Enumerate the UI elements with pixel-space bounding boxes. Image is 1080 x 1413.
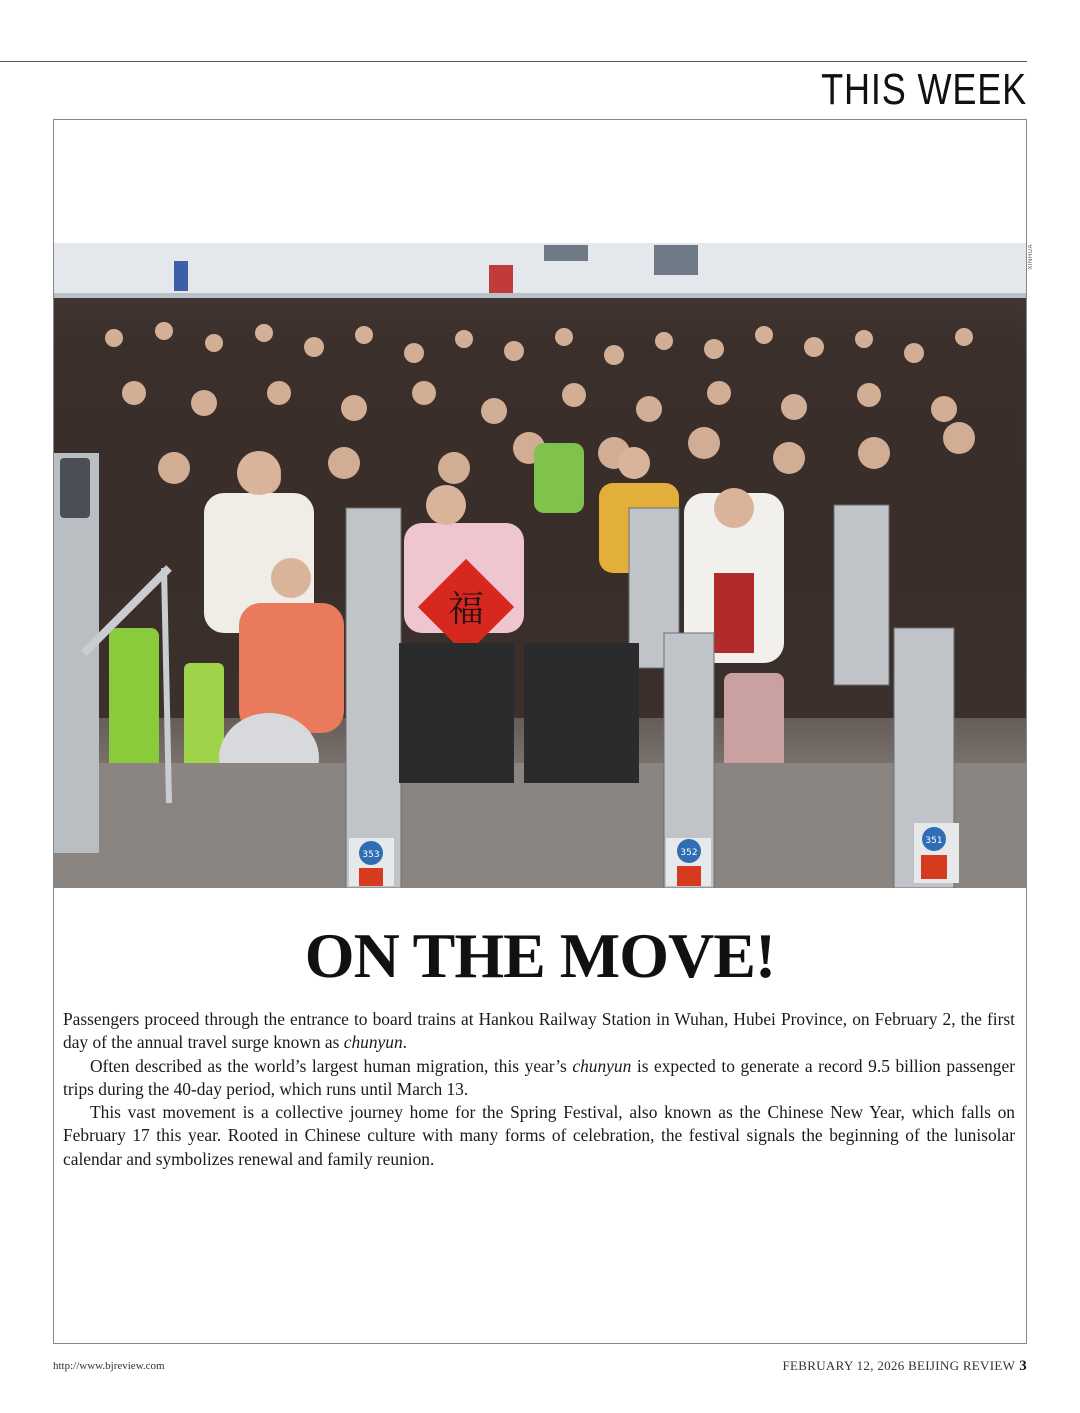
gate-number-353: 353 bbox=[362, 850, 380, 860]
footer-issue bbox=[783, 1358, 1027, 1375]
paragraph-2-end: is expected to generate a record 9.5 billion passenger trips during the 40-day period, which runs until March 13. bbox=[63, 1055, 1015, 1099]
page-number: 3 bbox=[1019, 1358, 1027, 1374]
top-rule bbox=[0, 61, 1027, 62]
photo-illustration bbox=[54, 243, 1026, 888]
paragraph-1-text: Passengers proceed through the entrance to board trains at Hankou Railway Station in Wuhan, Hubei Province, on February 2, the first day of the annual travel surge known as bbox=[63, 1009, 1015, 1053]
station-display bbox=[654, 245, 698, 275]
gate-number-351: 351 bbox=[925, 836, 943, 846]
paragraph-2 bbox=[63, 1055, 1015, 1102]
green-bag bbox=[534, 443, 584, 513]
station-display bbox=[544, 245, 588, 261]
term-chunyun: chunyun bbox=[343, 1032, 403, 1053]
article-body bbox=[63, 1008, 1015, 1171]
news-photo bbox=[54, 243, 1026, 888]
term-chunyun: chunyun bbox=[572, 1055, 632, 1076]
station-sign-red bbox=[489, 265, 513, 293]
photo-credit: XINHUA bbox=[1028, 244, 1034, 270]
footer-url[interactable]: http://www.bjreview.com bbox=[53, 1360, 165, 1372]
headline: ON THE MOVE! bbox=[304, 920, 776, 991]
paragraph-1 bbox=[63, 1008, 1015, 1055]
issue-date: FEBRUARY 12, 2026 BEIJING REVIEW bbox=[782, 1358, 1016, 1373]
paragraph-2-text: Often described as the world’s largest human migration, this year’s bbox=[90, 1055, 573, 1076]
red-green-scarf bbox=[714, 573, 754, 653]
fu-character: 福 bbox=[447, 589, 485, 630]
child-orange-coat bbox=[239, 603, 344, 733]
section-title: THIS WEEK bbox=[821, 65, 1027, 114]
paragraph-1-end: . bbox=[402, 1032, 408, 1053]
gate-number-352: 352 bbox=[680, 848, 698, 858]
station-ceiling bbox=[54, 243, 1026, 293]
paragraph-3: This vast movement is a collective journey home for the Spring Festival, also known as the Chinese New Year, which falls on February 17 this year. Rooted in Chinese culture with many forms of celebration, the festival signals the beginning of the lunisolar calendar and symbolizes renewal and family reunion. bbox=[63, 1102, 1015, 1169]
station-sign bbox=[174, 261, 188, 291]
